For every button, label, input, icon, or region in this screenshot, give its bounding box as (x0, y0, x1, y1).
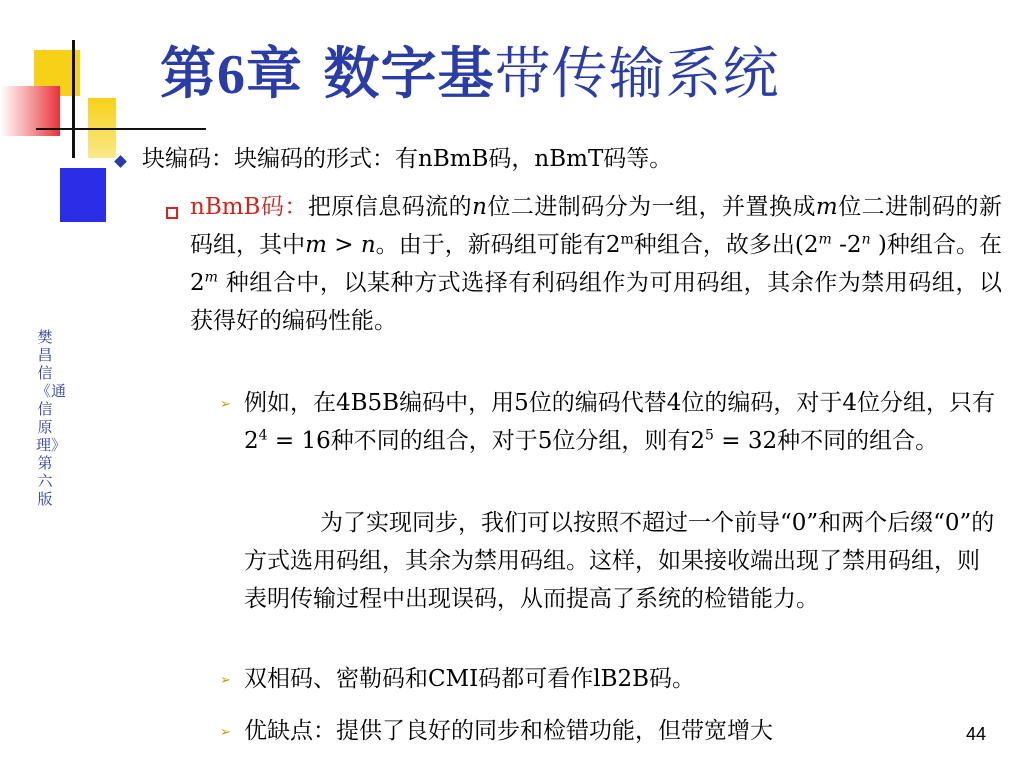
side-author-text: 樊昌信《通信原理》第六版 (36, 328, 67, 508)
nbmb-m: m (815, 194, 838, 220)
nbmb-sup: m (818, 231, 832, 248)
arrow-bullet-icon: ➢ (220, 725, 231, 740)
example-sup: 4 (258, 427, 268, 444)
diamond-bullet-icon (114, 155, 127, 168)
example-sup: 5 (705, 427, 714, 444)
arrow-bullet-icon: ➢ (220, 673, 231, 688)
title-chapter: 章 数字基 (246, 42, 495, 107)
title-prefix: 第 (160, 42, 217, 107)
nbmb-text: 。由于，新码组可能有2 (375, 232, 621, 258)
example-text: = 16种不同的组合，对于5位分组，则有2 (267, 428, 705, 454)
nbmb-text: 种组合中，以某种方式选择有利码组作为可用码组，其余作为禁用码组，以获得好的编码性能。 (190, 270, 1002, 334)
decor-horizontal-line (36, 128, 206, 130)
nbmb-text: 位二进制码的新码组，其中 (190, 194, 1002, 258)
title-number: 6 (217, 44, 246, 106)
bullet-block-coding: 块编码：块编码的形式：有nBmB码，nBmT码等。 (142, 146, 673, 172)
nbmb-condition: m > n (305, 232, 376, 258)
nbmb-label: nBmB码： (190, 194, 308, 220)
paragraph-sync (244, 504, 1002, 618)
arrow-bullet-icon: ➢ (220, 397, 231, 412)
bullet-nbmb (190, 188, 1002, 340)
nbmb-text: 位二进制码分为一组，并置换成 (486, 194, 816, 220)
nbmb-sup: n (861, 231, 871, 248)
page-number: 44 (966, 724, 987, 744)
nbmb-n: n (472, 194, 487, 220)
slide-title (160, 30, 780, 110)
bullet-1b2b: 双相码、密勒码和CMI码都可看作lB2B码。 (244, 666, 696, 692)
nbmb-sup: m (204, 269, 218, 286)
title-rest: 带传输系统 (494, 42, 780, 107)
bullet-pros-cons: 优缺点：提供了良好的同步和检错功能，但带宽增大 (244, 718, 773, 744)
example-text: = 32种不同的组合。 (713, 428, 939, 454)
nbmb-sup: m (620, 231, 634, 248)
decor-vertical-line (72, 40, 75, 158)
nbmb-text: 种组合，故多出(2 (633, 232, 819, 258)
bullet-example-4b5b (244, 384, 1002, 460)
square-bullet-icon (166, 207, 178, 219)
nbmb-text: -2 (831, 232, 862, 258)
nbmb-text: 把原信息码流的 (307, 194, 473, 220)
sync-text: 为了实现同步，我们可以按照不超过一个前导“0”和两个后缀“0”的方式选用码组，其余为禁用码组。这样，如果接收端出现了禁用码组，则表明传输过程中出现误码，从而提高了系统的检错能力。 (244, 510, 995, 612)
nbmb-text: )种组合。在2 (190, 232, 1002, 296)
decor-blue-square (60, 168, 106, 222)
example-text: 例如，在4B5B编码中，用5位的编码代替4位的编码，对于4位分组，只有2 (244, 390, 995, 454)
